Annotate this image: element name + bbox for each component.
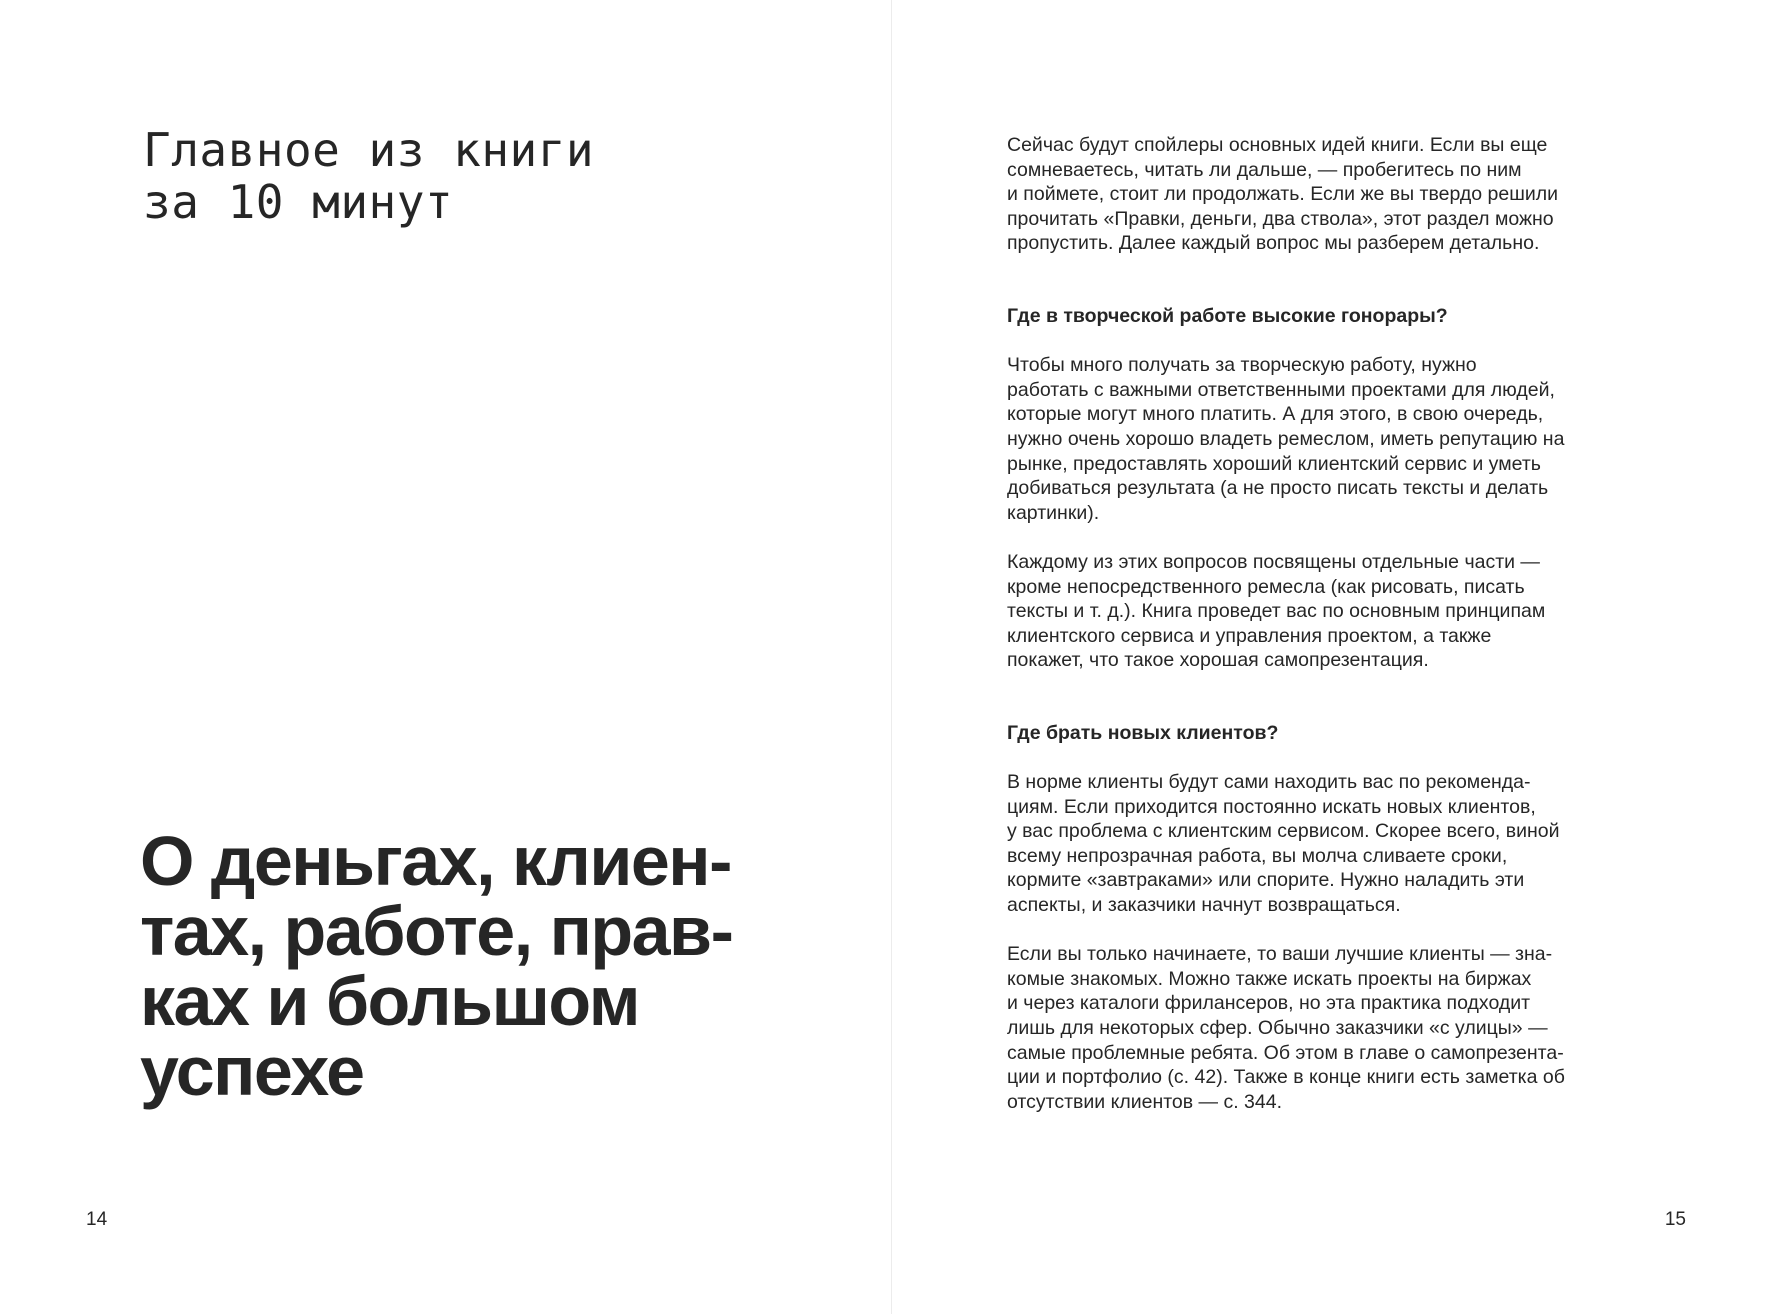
text-line: ции и портфолио (с. 42). Также в конце книги есть заметка об [1007,1066,1565,1089]
text-line: прочитать «Правки, деньги, два ствола», этот раздел можно [1007,207,1554,230]
text-line: Каждому из этих вопросов посвящены отдельные части — [1007,550,1540,573]
text-line: циям. Если приходится постоянно искать новых клиентов, [1007,795,1536,818]
page-number-left: 14 [86,1209,108,1230]
chapter-title [143,124,743,228]
text-line: кормите «завтраками» или спорите. Нужно наладить эти [1007,869,1525,892]
text-line: самые проблемные ребята. Об этом в главе о самопрезента- [1007,1041,1564,1064]
text-line: у вас проблема с клиентским сервисом. Скорее всего, виной [1007,820,1560,843]
text-line: аспекты, и заказчики начнут возвращаться. [1007,894,1401,917]
text-line: нужно очень хорошо владеть ремеслом, иметь репутацию на [1007,427,1565,450]
text-line: комые знакомых. Можно также искать проекты на биржах [1007,967,1532,990]
text-line: добиваться результата (а не просто писать тексты и делать [1007,477,1549,500]
text-line: пропустить. Далее каждый вопрос мы разберем детально. [1007,232,1540,255]
text-line: Сейчас будут спойлеры основных идей книги. Если вы еще [1007,134,1548,156]
text-line: отсутствии клиентов — с. 344. [1007,1090,1283,1113]
text-line: сомневаетесь, читать ли дальше, — пробегитесь по ним [1007,158,1522,181]
text-line: Чтобы много получать за творческую работу, нужно [1007,354,1477,377]
page-content [1007,133,1687,1114]
text-line: картинки). [1007,501,1100,524]
text-line: покажет, что такое хорошая самопрезентация. [1007,649,1429,672]
section-heading-line: ках и большом [140,962,640,1040]
chapter-title-line: Главное из книги [143,123,595,177]
section-heading-large [140,822,820,1110]
paragraph [1007,942,1687,1114]
left-page [0,0,891,1314]
intro-paragraph [1007,133,1687,256]
right-page [892,0,1783,1314]
text-line: работать с важными ответственными проектами для людей, [1007,378,1555,401]
text-line: которые могут много платить. А для этого, в свою очередь, [1007,403,1544,426]
text-line: лишь для некоторых сфер. Обычно заказчики «с улицы» — [1007,1017,1548,1039]
subheading-high-fees: Где в творческой работе высокие гонорары? [1007,304,1448,327]
paragraph [1007,770,1687,918]
text-line: Если вы только начинаете, то ваши лучшие клиенты — зна- [1007,943,1553,966]
chapter-title-line: за 10 минут [143,175,454,229]
text-line: кроме непосредственного ремесла (как рисовать, писать [1007,575,1525,598]
section-heading-line: тах, работе, прав- [140,892,733,970]
paragraph [1007,550,1687,673]
text-line: В норме клиенты будут сами находить вас по рекоменда- [1007,771,1531,794]
section-heading-line: успехе [140,1032,364,1110]
subheading-new-clients: Где брать новых клиентов? [1007,721,1279,744]
text-line: всему непрозрачная работа, вы молча сливаете сроки, [1007,844,1508,867]
paragraph [1007,353,1687,525]
text-line: и поймете, стоит ли продолжать. Если же вы твердо решили [1007,183,1558,206]
page-number-right: 15 [1664,1209,1686,1230]
text-line: клиентского сервиса и управления проектом, а также [1007,624,1492,647]
text-line: тексты и т. д.). Книга проведет вас по основным принципам [1007,600,1546,623]
text-line: и через каталоги фрилансеров, но эта практика подходит [1007,992,1531,1015]
text-line: рынке, предоставлять хороший клиентский сервис и уметь [1007,452,1541,475]
section-heading-line: О деньгах, клиен- [140,822,731,900]
